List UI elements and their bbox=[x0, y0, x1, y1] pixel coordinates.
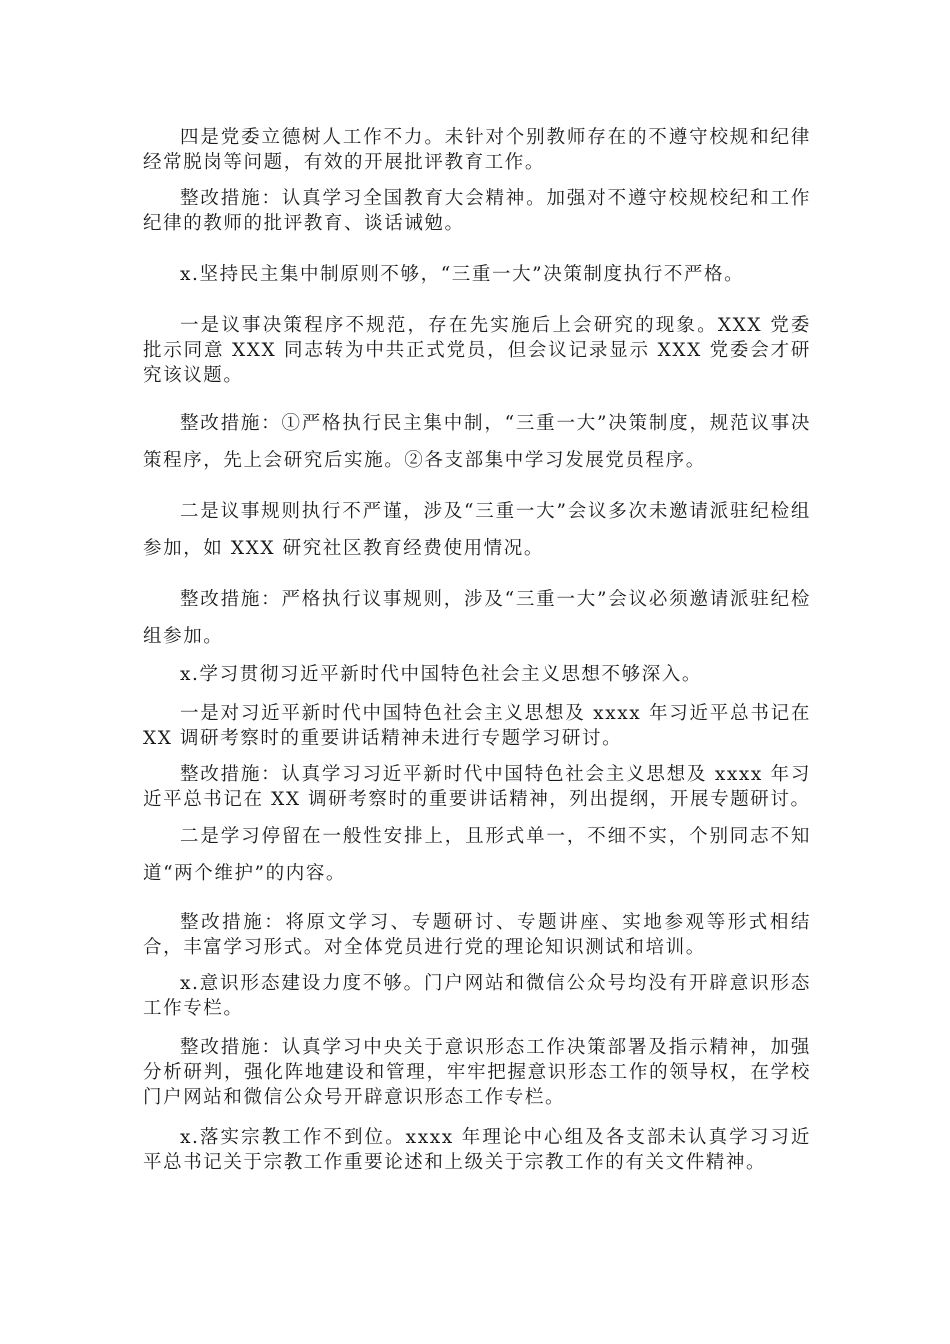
paragraph-15: x.落实宗教工作不到位。xxxx 年理论中心组及各支部未认真学习习近平总书记关于宗教工作重要论述和上级关于宗教工作的有关文件精神。 bbox=[143, 1127, 811, 1173]
paragraph-5: 整改措施：①严格执行民主集中制，“三重一大”决策制度，规范议事决策程序，先上会研究后实施。②各支部集中学习发展党员程序。 bbox=[143, 413, 811, 471]
paragraph-4: 一是议事决策程序不规范，存在先实施后上会研究的现象。XXX 党委批示同意 XXX 同志转为中共正式党员，但会议记录显示 XXX 党委会才研究该议题。 bbox=[143, 315, 811, 386]
paragraph-12: 整改措施：将原文学习、专题研讨、专题讲座、实地参观等形式相结合，丰富学习形式。对全体党员进行党的理论知识测试和培训。 bbox=[143, 912, 811, 958]
paragraph-10: 整改措施：认真学习习近平新时代中国特色社会主义思想及 xxxx 年习近平总书记在 XX 调研考察时的重要讲话精神，列出提纲，开展专题研讨。 bbox=[143, 764, 811, 810]
paragraph-6: 二是议事规则执行不严谨，涉及“三重一大”会议多次未邀请派驻纪检组参加，如 XXX 研究社区教育经费使用情况。 bbox=[143, 501, 811, 559]
paragraph-9: 一是对习近平新时代中国特色社会主义思想及 xxxx 年习近平总书记在 XX 调研考察时的重要讲话精神未进行专题学习研讨。 bbox=[143, 703, 811, 749]
paragraph-8: x.学习贯彻习近平新时代中国特色社会主义思想不够深入。 bbox=[180, 664, 703, 685]
paragraph-14: 整改措施：认真学习中央关于意识形态工作决策部署及指示精神，加强分析研判，强化阵地建设和管理，牢牢把握意识形态工作的领导权，在学校门户网站和微信公众号开辟意识形态工作专栏。 bbox=[143, 1037, 811, 1108]
paragraph-7: 整改措施：严格执行议事规则，涉及“三重一大”会议必须邀请派驻纪检组参加。 bbox=[143, 589, 811, 647]
paragraph-11: 二是学习停留在一般性安排上，且形式单一，不细不实，个别同志不知道“两个维护”的内容。 bbox=[143, 826, 811, 884]
paragraph-1: 四是党委立德树人工作不力。未针对个别教师存在的不遵守校规和纪律经常脱岗等问题，有效的开展批评教育工作。 bbox=[143, 127, 811, 173]
paragraph-13: x.意识形态建设力度不够。门户网站和微信公众号均没有开辟意识形态工作专栏。 bbox=[143, 973, 811, 1019]
paragraph-2: 整改措施：认真学习全国教育大会精神。加强对不遵守校规校纪和工作纪律的教师的批评教育、谈话诫勉。 bbox=[143, 188, 811, 234]
paragraph-3: x.坚持民主集中制原则不够，“三重一大”决策制度执行不严格。 bbox=[180, 264, 745, 285]
